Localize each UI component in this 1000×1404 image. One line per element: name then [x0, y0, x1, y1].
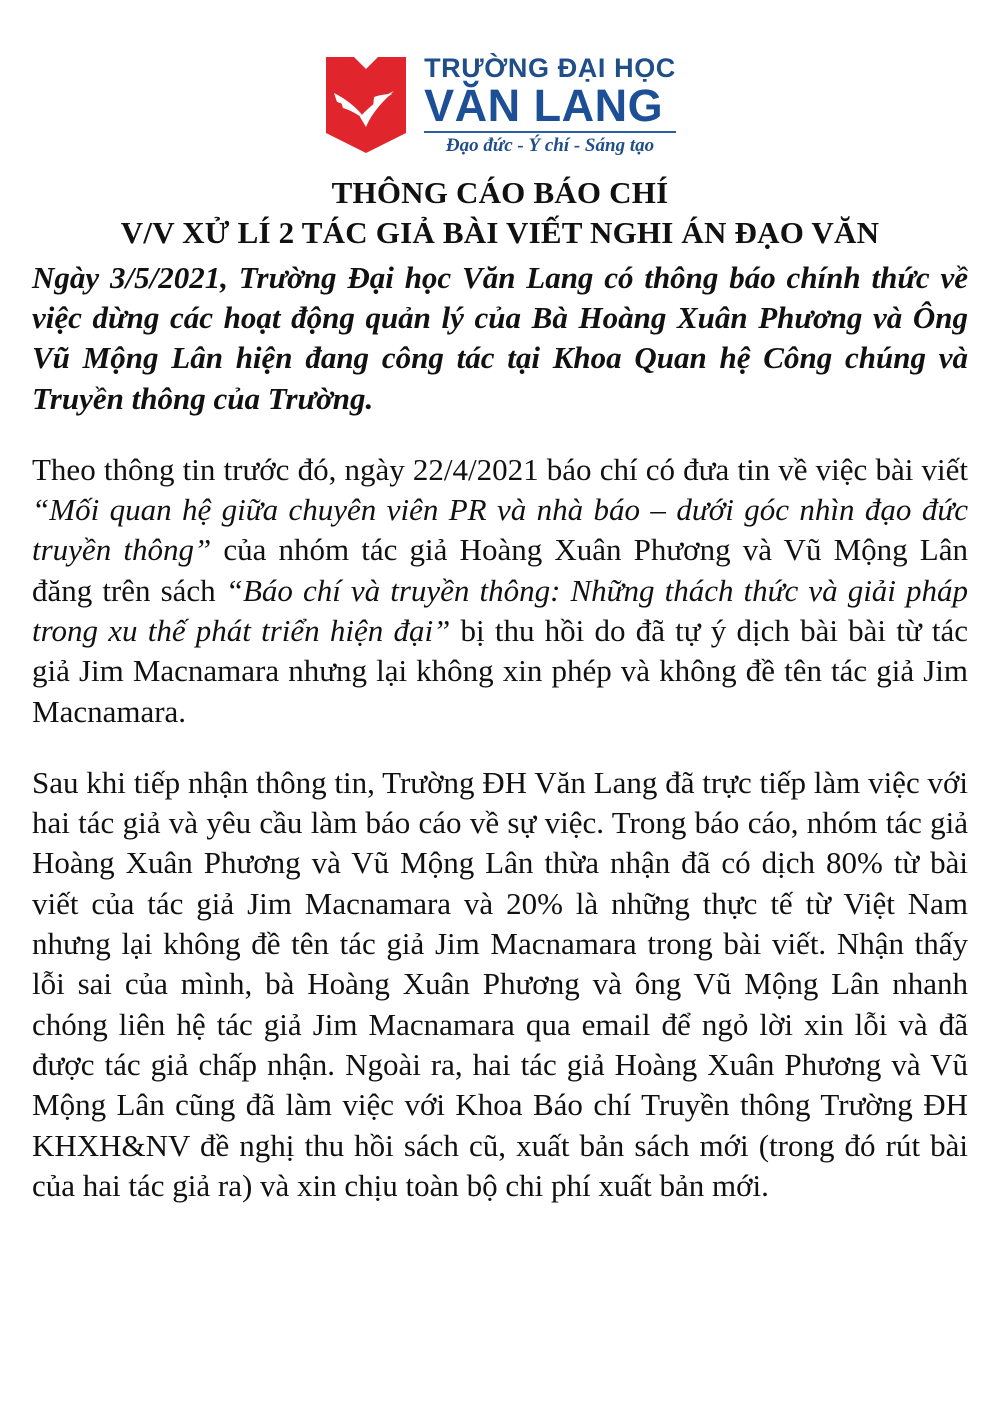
body-paragraph-1: [32, 450, 968, 732]
paragraph-1-article-title: “Mối quan hệ giữa chuyên viên PR và nhà báo – dưới góc nhìn đạo đức truyền thông”: [32, 492, 968, 568]
lead-paragraph: Ngày 3/5/2021, Trường Đại học Văn Lang có thông báo chính thức về việc dừng các hoạt động quản lý của Bà Hoàng Xuân Phương và Ông Vũ Mộng Lân hiện đang công tác tại Khoa Quan hệ Công chúng và Truyền thông của Trường.: [32, 259, 968, 416]
paragraph-1-part-1: Theo thông tin trước đó, ngày 22/4/2021 báo chí có đưa tin về việc bài viết: [32, 451, 968, 487]
university-logo: [32, 0, 968, 160]
logo-tagline: Đạo đức - Ý chí - Sáng tạo: [445, 134, 655, 156]
document-subtitle: V/V XỬ LÍ 2 TÁC GIẢ BÀI VIẾT NGHI ÁN ĐẠO VĂN: [120, 214, 880, 250]
logo-line-truong-dai-hoc: TRƯỜNG ĐẠI HỌC: [424, 53, 676, 84]
logo-wordmark: [424, 54, 676, 155]
body-paragraph-2: Sau khi tiếp nhận thông tin, Trường ĐH Văn Lang đã trực tiếp làm việc với hai tác giả và yêu cầu làm báo cáo về sự việc. Trong báo cáo, nhóm tác giả Hoàng Xuân Phương và Vũ Mộng Lân thừa nhận đã có dịch 80% từ bài viết của tác giả Jim Macnamara và 20% là những thực tế từ Việt Nam nhưng lại không đề tên tác giả Jim Macnamara trong bài viết. Nhận thấy lỗi sai của mình, bà Hoàng Xuân Phương và ông Vũ Mộng Lân nhanh chóng liên hệ tác giả Jim Macnamara qua email để ngỏ lời xin lỗi và đã được tác giả chấp nhận. Ngoài ra, hai tác giả Hoàng Xuân Phương và Vũ Mộng Lân cũng đã làm việc với Khoa Báo chí Truyền thông Trường ĐH KHXH&NV đề nghị thu hồi sách cũ, xuất bản sách mới (trong đó rút bài của hai tác giả ra) và xin chịu toàn bộ chi phí xuất bản mới.: [32, 764, 968, 1203]
paragraph-1-part-3: bị thu hồi do đã tự ý dịch bài bài từ tác giả Jim Macnamara nhưng lại không xin phép và không đề tên tác giả Jim Macnamara.: [32, 613, 968, 729]
logo-divider: [424, 131, 676, 133]
shield-logo-icon: [324, 55, 408, 155]
paragraph-1-book-title: “Báo chí và truyền thông: Những thách thức và giải pháp trong xu thế phát triển hiện đại”: [32, 572, 968, 648]
paragraph-1-part-2: của nhóm tác giả Hoàng Xuân Phương và Vũ Mộng Lân đăng trên sách: [32, 532, 968, 608]
document-title: THÔNG CÁO BÁO CHÍ: [331, 175, 669, 210]
logo-line-van-lang: VĂN LANG: [424, 79, 664, 131]
